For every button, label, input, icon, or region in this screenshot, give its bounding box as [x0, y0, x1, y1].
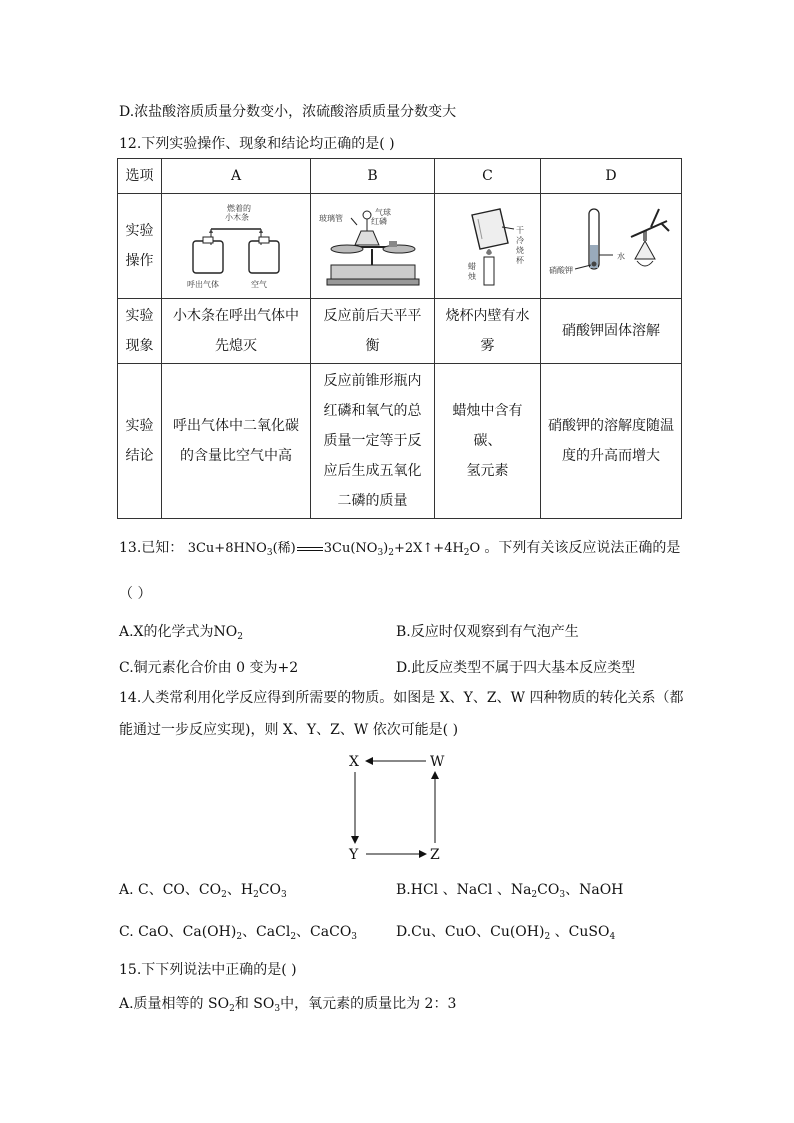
- beaker-candle-image: [442, 201, 534, 291]
- conversion-diagram: [330, 748, 460, 866]
- phenomenon-c: 烧杯内壁有水 雾: [435, 299, 541, 364]
- conclusion-b: 反应前锥形瓶内 红磷和氧气的总 质量一定等于反 应后生成五氧化 二磷的质量: [311, 364, 435, 519]
- conclusion-c: 蜡烛中含有碳、 氢元素: [435, 364, 541, 519]
- q12-table: [117, 158, 682, 519]
- row-label-conclusion: 实验 结论: [118, 364, 162, 519]
- header-b: B: [311, 159, 435, 194]
- q13-paren: （ ）: [119, 586, 152, 602]
- phenomenon-a: 小木条在呼出气体中 先熄灭: [162, 299, 311, 364]
- row-label-phenomenon: 实验 现象: [118, 299, 162, 364]
- table-row-phenomenon: [118, 299, 682, 364]
- svg-text:小木条: 小木条: [225, 213, 249, 222]
- svg-text:冷: 冷: [515, 236, 524, 245]
- header-option: 选项: [118, 159, 162, 194]
- q14-stem-line2: 能通过一步反应实现)，则 X、Y、Z、W 依次可能是( ): [119, 722, 459, 738]
- image-b-cell: [311, 194, 435, 299]
- q11-option-d: D.浓盐酸溶质质量分数变小，浓硫酸溶质质量分数变大: [119, 104, 457, 120]
- table-header-row: [118, 159, 682, 194]
- breath-jars-image: [181, 201, 291, 291]
- svg-text:玻璃管: 玻璃管: [319, 214, 343, 223]
- svg-text:干: 干: [515, 226, 524, 235]
- q13-option-a: A.X的化学式为$NO_2$: [119, 624, 243, 642]
- q13-option-c: C.铜元素化合价由 0 变为+2: [119, 660, 299, 676]
- q13-option-d: D.此反应类型不属于四大基本反应类型: [396, 660, 636, 676]
- conclusion-a: 呼出气体中二氧化碳 的含量比空气中高: [162, 364, 311, 519]
- q14-option-b: B.HCl 、NaCl 、$Na_2CO_3$、NaOH: [396, 882, 624, 900]
- q14-option-d: D.Cu、CuO、$Cu(OH)_2$ 、CuSO$_4$: [396, 924, 616, 942]
- row-label-operation: 实验 操作: [118, 194, 162, 299]
- image-a-cell: [162, 194, 311, 299]
- image-d-cell: [541, 194, 682, 299]
- q13-equation: $3Cu+8HNO_3$(稀) $3Cu(NO_3)_2+2X↑+4H_2O$: [187, 541, 481, 558]
- svg-text:硝酸钾: 硝酸钾: [549, 266, 573, 275]
- q14-option-c: C. CaO、$Ca(OH)_2$、CaCl$_2$、CaCO$_3$: [119, 924, 358, 942]
- q14-stem-line1: 14.人类常利用化学反应得到所需要的物质。如图是 X、Y、Z、W 四种物质的转化关系（都: [119, 690, 684, 706]
- svg-text:烧: 烧: [515, 246, 524, 255]
- q12-stem: 12.下列实验操作、现象和结论均正确的是( ): [119, 136, 395, 152]
- svg-text:杯: 杯: [515, 256, 524, 265]
- node-w: W: [430, 754, 445, 770]
- q13-stem: 13.已知： $3Cu+8HNO_3$(稀) $3Cu(NO_3)_2+2X↑+4H_2O$ 。下列有关该反应说法正确的是: [119, 540, 681, 558]
- phenomenon-d: 硝酸钾固体溶解: [541, 299, 682, 364]
- header-a: A: [162, 159, 311, 194]
- table-row-conclusion: [118, 364, 682, 519]
- svg-text:红磷: 红磷: [371, 217, 387, 226]
- q13-option-b: B.反应时仅观察到有气泡产生: [396, 624, 579, 640]
- svg-text:空气: 空气: [251, 280, 267, 289]
- table-row-operation: [118, 194, 682, 299]
- svg-text:呼出气体: 呼出气体: [187, 280, 219, 289]
- header-c: C: [435, 159, 541, 194]
- phenomenon-b: 反应前后天平平 衡: [311, 299, 435, 364]
- conclusion-d: 硝酸钾的溶解度随温 度的升高而增大: [541, 364, 682, 519]
- svg-text:气球: 气球: [375, 208, 391, 217]
- image-c-cell: [435, 194, 541, 299]
- q15-stem: 15.下下列说法中正确的是( ): [119, 962, 297, 978]
- q14-option-a: A. C、CO、$CO_2$、$H_2CO_3$: [119, 882, 287, 900]
- header-d: D: [541, 159, 682, 194]
- dissolving-image: [547, 201, 675, 291]
- node-z: Z: [430, 847, 440, 863]
- svg-text:蜡: 蜡: [467, 262, 476, 271]
- node-y: Y: [349, 847, 359, 863]
- svg-text:烛: 烛: [467, 272, 476, 281]
- svg-text:燃着的: 燃着的: [227, 204, 251, 213]
- balance-image: [317, 201, 429, 291]
- node-x: X: [349, 754, 359, 770]
- svg-text:水: 水: [617, 252, 625, 261]
- equals-sign: [297, 547, 323, 551]
- q15-option-a: A.质量相等的 $SO_2$和 $SO_3$中，氧元素的质量比为 2：3: [119, 996, 457, 1014]
